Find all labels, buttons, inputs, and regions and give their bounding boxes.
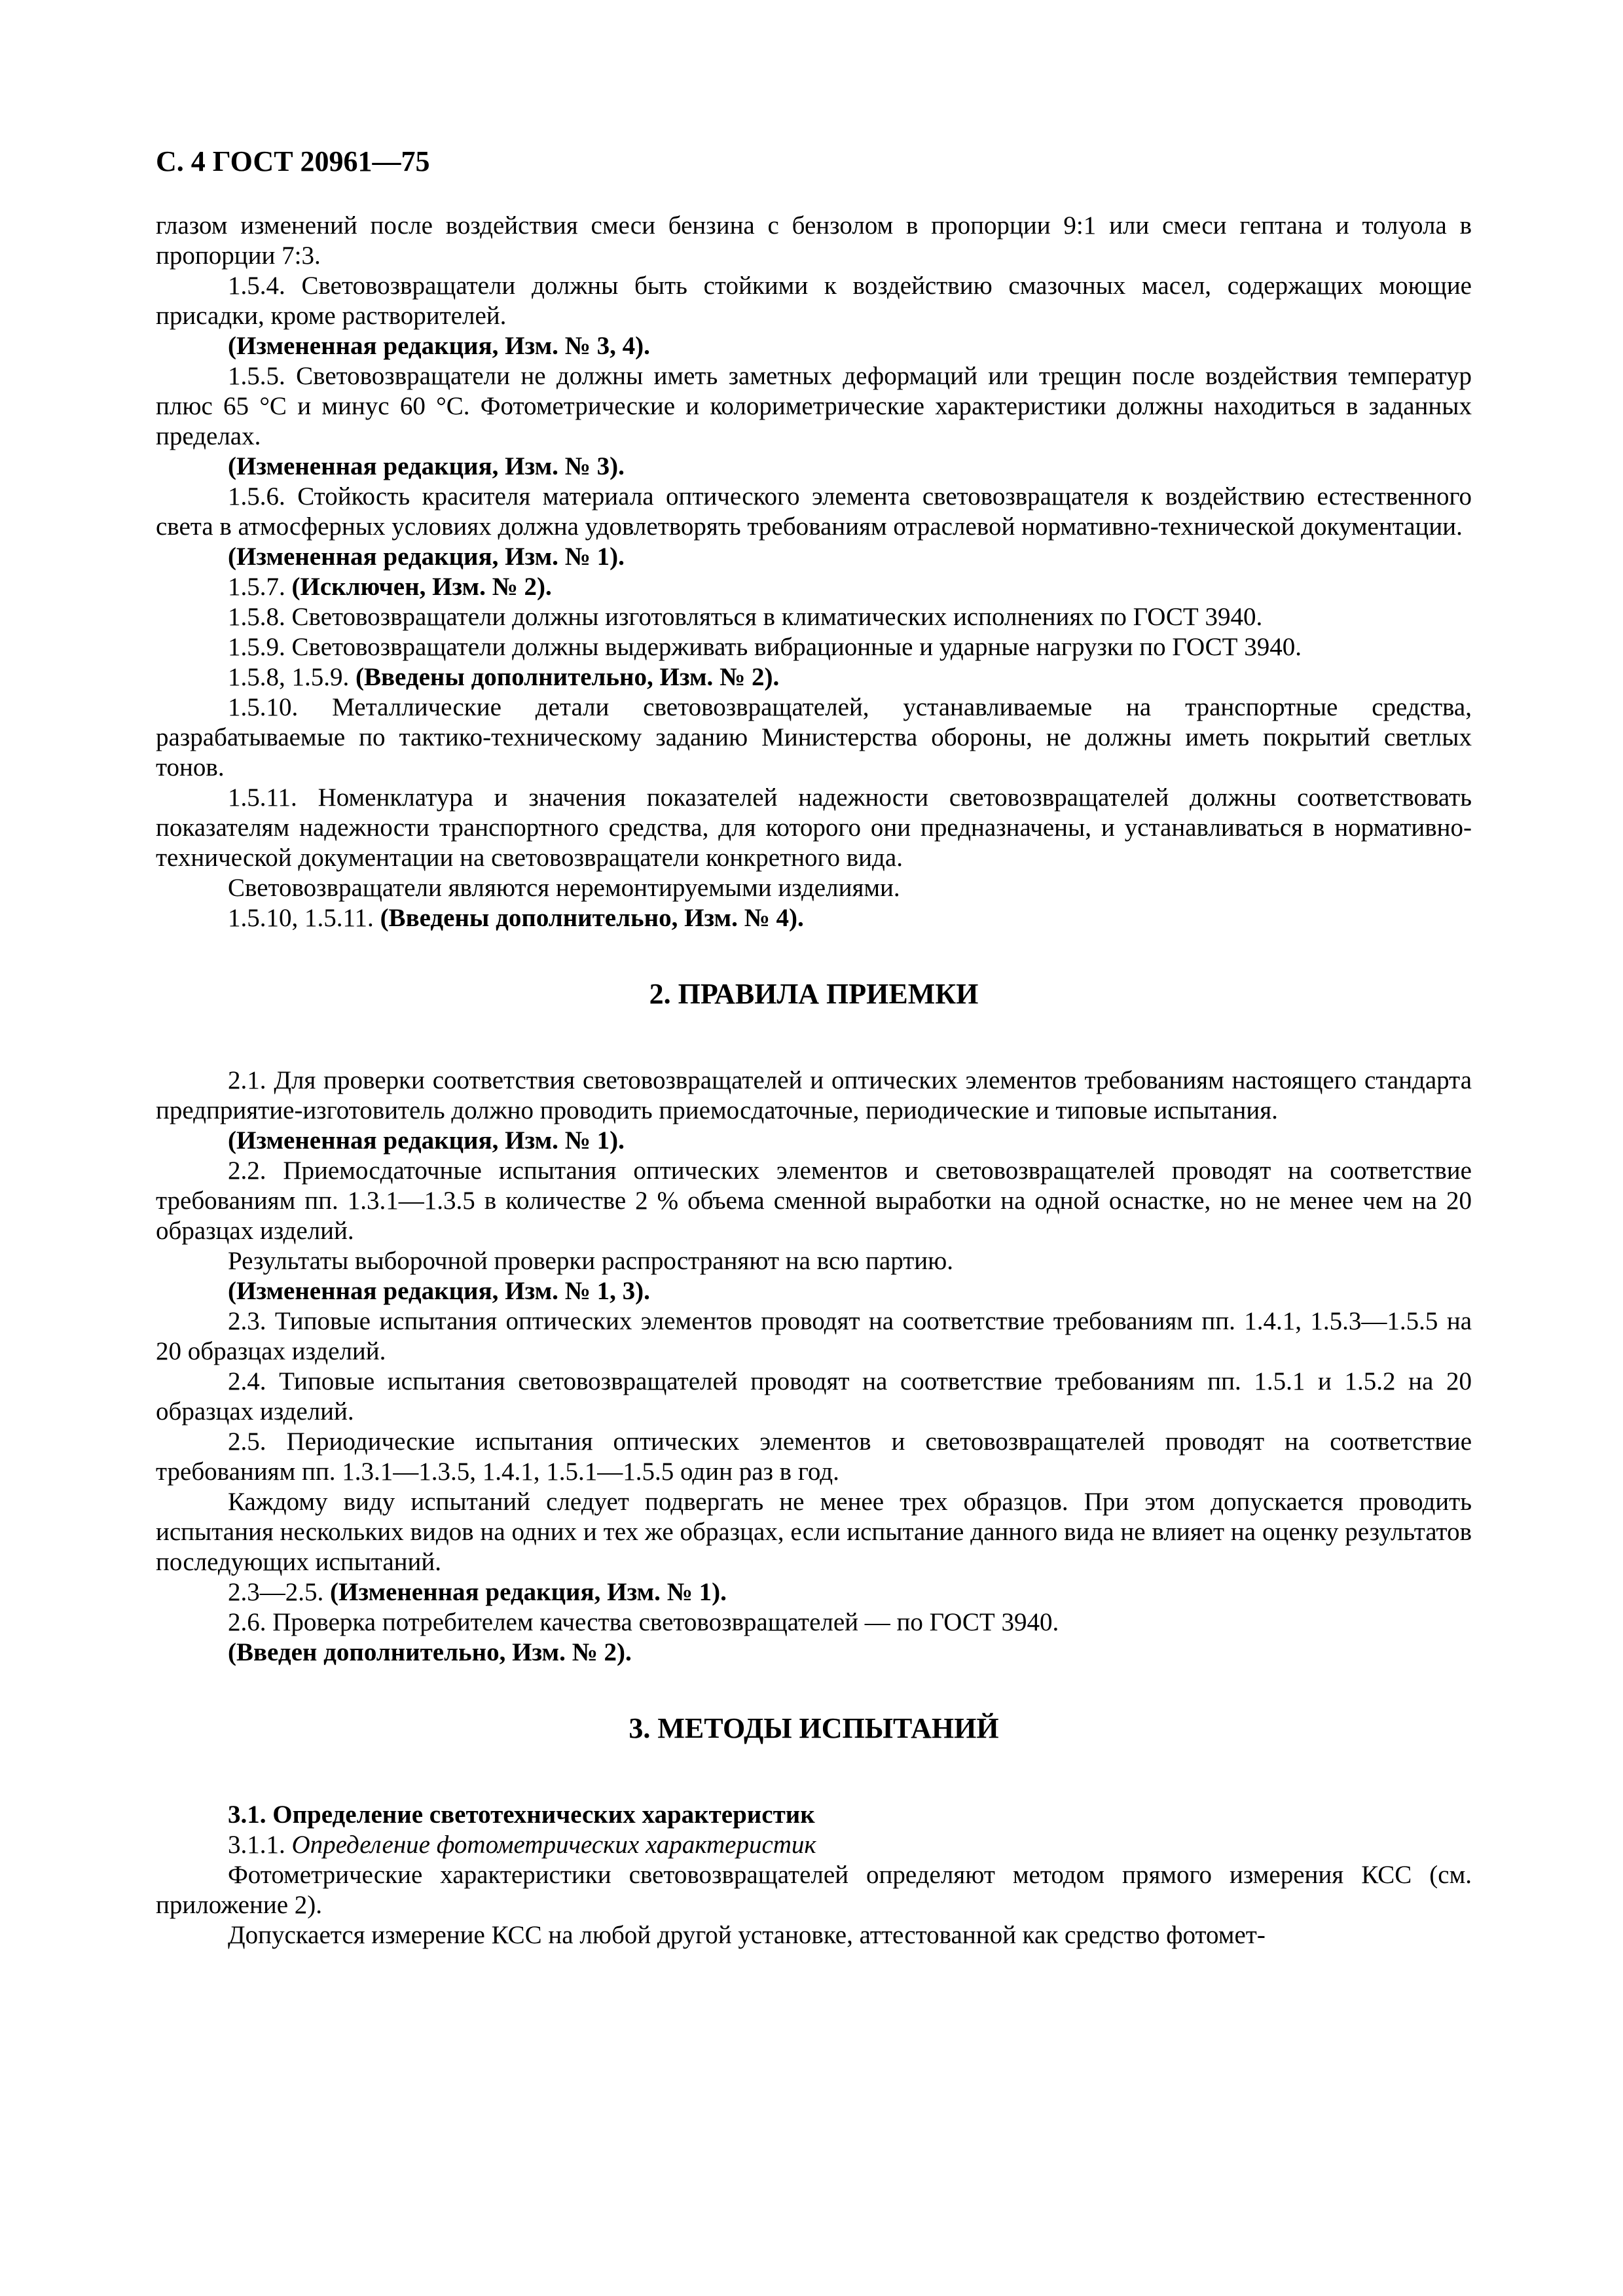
clause-number: 1.5.9. <box>228 633 285 661</box>
clause-2-6 <box>156 1607 1472 1638</box>
clause-number: 1.5.10. <box>228 693 299 721</box>
clause-2-5 <box>156 1427 1472 1487</box>
clause-text: Приемосдаточные испытания оптических элементов и световозвращателей проводят на соответствие требованиям пп. 1.3.1—1.3.5 в количестве 2 % объема сменной выработки на одной оснастке, но не менее чем на 20 образцах изделий. <box>156 1157 1472 1245</box>
clause-text: Световозвращатели должны быть стойкими к воздействию смазочных масел, содержащих моющие присадки, кроме растворителей. <box>156 272 1472 330</box>
clause-2-4 <box>156 1367 1472 1427</box>
amendment-note: (Введен дополнительно, Изм. № 2). <box>228 1638 632 1666</box>
section-title-3: 3. МЕТОДЫ ИСПЫТАНИЙ <box>629 1712 999 1744</box>
amendment-note: (Измененная редакция, Изм. № 1, 3). <box>228 1277 650 1305</box>
paragraph: Результаты выборочной проверки распространяют на всю партию. <box>228 1247 954 1275</box>
clause-number: 2.2. <box>228 1157 266 1185</box>
amendment-note: (Введены дополнительно, Изм. № 4). <box>380 904 804 932</box>
clause-1-5-11 <box>156 783 1472 873</box>
section-title-2: 2. ПРАВИЛА ПРИЕМКИ <box>649 978 979 1010</box>
document-page <box>156 145 1472 1950</box>
amendment-note: (Измененная редакция, Изм. № 3, 4). <box>228 332 650 360</box>
clause-text: Типовые испытания световозвращателей проводят на соответствие требованиям пп. 1.5.1 и 1.5.2 на 20 образцах изделий. <box>156 1367 1472 1426</box>
clause-1-5-6 <box>156 482 1472 542</box>
clause-text: Для проверки соответствия световозвращателей и оптических элементов требованиям настоящего стандарта предприятие-изготовитель должно проводить приемосдаточные, периодические и типовые испытания. <box>156 1066 1472 1124</box>
clause-2-3-2-5 <box>156 1577 1472 1607</box>
clause-text: Проверка потребителем качества световозвращателей — по ГОСТ 3940. <box>272 1608 1059 1636</box>
clause-1-5-10 <box>156 692 1472 783</box>
clause-number: 2.6. <box>228 1608 266 1636</box>
clause-number: 2.3—2.5. <box>228 1578 324 1606</box>
paragraph-continuation: глазом изменений после воздействия смеси бензина с бензолом в пропорции 9:1 или смеси гептана и толуола в пропорции 7:3. <box>156 211 1472 270</box>
clause-text: Металлические детали световозвращателей, устанавливаемые на транспортные средства, разрабатываемые по тактико-техническому заданию Министерства обороны, не должны иметь покрытий светлых тонов. <box>156 693 1472 781</box>
clause-number: 1.5.10, 1.5.11. <box>228 904 374 932</box>
clause-number: 1.5.4. <box>228 272 285 300</box>
clause-number: 1.5.7. <box>228 573 285 601</box>
clause-number: 2.1. <box>228 1066 266 1094</box>
page-header: С. 4 ГОСТ 20961—75 <box>156 145 430 177</box>
clause-3-1-1 <box>156 1830 1472 1860</box>
clause-number: 1.5.11. <box>228 783 297 812</box>
clause-number: 1.5.8. <box>228 603 285 631</box>
paragraph: Каждому виду испытаний следует подвергать не менее трех образцов. При этом допускается проводить испытания нескольких видов на одних и тех же образцах, если испытание данного вида не влияет на оценку результатов последующих испытаний. <box>156 1488 1472 1576</box>
amendment-note: (Измененная редакция, Изм. № 1). <box>228 543 625 571</box>
clause-1-5-4 <box>156 271 1472 331</box>
clause-text: Световозвращатели должны изготовляться в климатических исполнениях по ГОСТ 3940. <box>291 603 1263 631</box>
amendment-note: (Измененная редакция, Изм. № 3). <box>228 452 625 480</box>
clause-text: Световозвращатели должны выдерживать вибрационные и ударные нагрузки по ГОСТ 3940. <box>291 633 1302 661</box>
clause-number: 1.5.8, 1.5.9. <box>228 663 350 691</box>
paragraph: Световозвращатели являются неремонтируемыми изделиями. <box>228 874 900 902</box>
clause-2-2 <box>156 1156 1472 1246</box>
clause-1-5-5 <box>156 361 1472 452</box>
clause-text: Типовые испытания оптических элементов проводят на соответствие требованиям пп. 1.4.1, 1.5.3—1.5.5 на 20 образцах изделий. <box>156 1307 1472 1365</box>
amendment-note: (Введены дополнительно, Изм. № 2). <box>356 663 780 691</box>
clause-number: 2.5. <box>228 1427 266 1456</box>
clause-1-5-7 <box>156 572 1472 602</box>
clause-title: Определение фотометрических характеристик <box>291 1831 816 1859</box>
clause-1-5-9 <box>156 632 1472 662</box>
amendment-note: (Измененная редакция, Изм. № 1). <box>228 1126 625 1155</box>
clause-number: 1.5.5. <box>228 362 285 390</box>
paragraph: Фотометрические характеристики световозвращателей определяют методом прямого измерения КСС (см. приложение 2). <box>156 1861 1472 1919</box>
clause-1-5-8 <box>156 602 1472 632</box>
amendment-note: (Измененная редакция, Изм. № 1). <box>330 1578 727 1606</box>
clause-number: 2.4. <box>228 1367 266 1395</box>
amendment-note: (Исключен, Изм. № 2). <box>291 573 552 601</box>
subsection-title-3-1: 3.1. Определение светотехнических характеристик <box>228 1801 815 1829</box>
clause-2-1 <box>156 1066 1472 1126</box>
clause-number: 2.3. <box>228 1307 266 1335</box>
clause-text: Световозвращатели не должны иметь заметных деформаций или трещин после воздействия температур плюс 65 °С и минус 60 °С. Фотометрические и колориметрические характеристики должны находиться в заданных пределах. <box>156 362 1472 450</box>
clause-1-5-10-11 <box>156 903 1472 933</box>
clause-number: 3.1.1. <box>228 1831 285 1859</box>
clause-text: Номенклатура и значения показателей надежности световозвращателей должны соответствовать показателям надежности транспортного средства, для которого они предназначены, и устанавливаться в нормативно-технической документации на световозвращатели конкретного вида. <box>156 783 1472 872</box>
clause-text: Стойкость красителя материала оптического элемента световозвращателя к воздействию естественного света в атмосферных условиях должна удовлетворять требованиям отраслевой нормативно-технической документации. <box>156 482 1472 541</box>
clause-1-5-8-9 <box>156 662 1472 692</box>
clause-number: 1.5.6. <box>228 482 285 511</box>
clause-2-3 <box>156 1306 1472 1367</box>
paragraph: Допускается измерение КСС на любой другой установке, аттестованной как средство фотомет- <box>228 1921 1266 1949</box>
clause-text: Периодические испытания оптических элементов и световозвращателей проводят на соответствие требованиям пп. 1.3.1—1.3.5, 1.4.1, 1.5.1—1.5.5 один раз в год. <box>156 1427 1472 1486</box>
